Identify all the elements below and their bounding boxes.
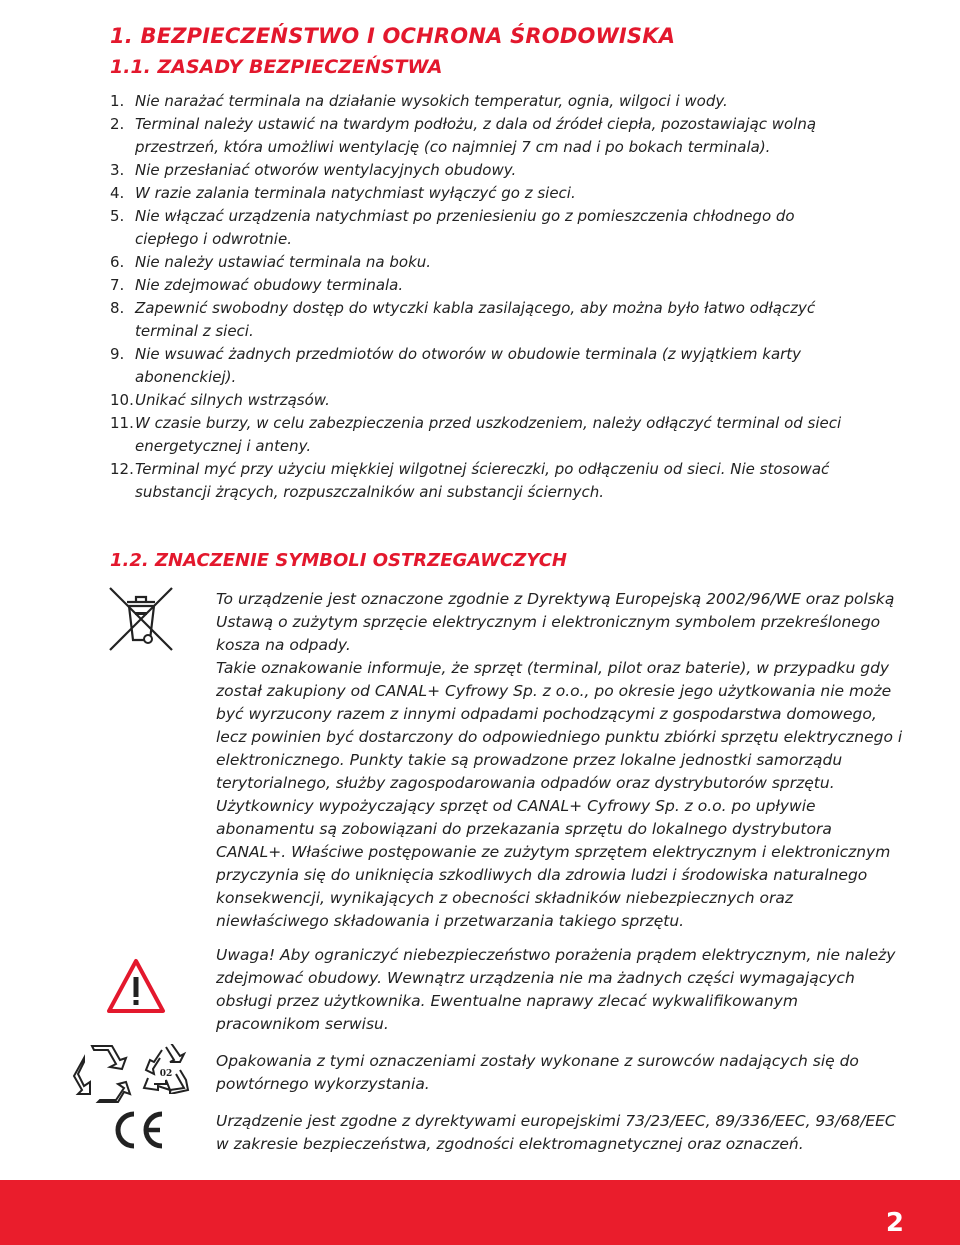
list-item: 11. W czasie burzy, w celu zabezpieczenia przed uszkodzeniem, należy odłączyć terminal od sieci energetycznej i anteny.: [110, 414, 842, 455]
section-heading: 1. BEZPIECZEŃSTWO I OCHRONA ŚRODOWISKA: [110, 24, 676, 48]
page-number: 2: [885, 1208, 904, 1238]
warning-info: [216, 944, 906, 1036]
warning-triangle-icon: [106, 958, 166, 1014]
ce-info: [216, 1110, 906, 1156]
footer-band: [0, 1180, 960, 1245]
list-item: 5. Nie włączać urządzenia natychmiast po przeniesieniu go z pomieszczenia chłodnego do ciepłego i odwrotnie.: [110, 207, 795, 248]
recycle-code-icon: [140, 1044, 192, 1094]
list-item: 7. Nie zdejmować obudowy terminala.: [110, 276, 404, 294]
ce-text: Urządzenie jest zgodne z dyrektywami europejskimi 73/23/EEC, 89/336/EEC, 93/68/EEC w zakresie bezpieczeństwa, zgodności elektromagnetycznej oraz oznaczeń.: [216, 1112, 896, 1153]
recycling-text: Opakowania z tymi oznaczeniami zostały wykonane z surowców nadających się do powtórnego wykorzystania.: [216, 1052, 859, 1093]
recycle-icon: [70, 1044, 132, 1104]
list-item: 12. Terminal myć przy użyciu miękkiej wilgotnej ściereczki, po odłączeniu od sieci. Nie stosować substancji żrących, rozpuszczalników ani substancji ściernych.: [110, 460, 830, 501]
recycling-info: [216, 1050, 906, 1096]
list-item: 1. Nie narażać terminala na działanie wysokich temperatur, ognia, wilgoci i wody.: [110, 92, 728, 110]
safety-rules-list: [110, 90, 850, 504]
crossed-bin-icon: [108, 586, 174, 652]
list-item: 4. W razie zalania terminala natychmiast wyłączyć go z sieci.: [110, 184, 576, 202]
subsection-heading-safety: 1.1. ZASADY BEZPIECZEŃSTWA: [110, 56, 443, 78]
list-item: 2. Terminal należy ustawić na twardym podłożu, z dala od źródeł ciepła, pozostawiając wolną przestrzeń, która umożliwi wentylację (co najmniej 7 cm nad i po bokach terminala).: [110, 115, 817, 156]
list-item: 9. Nie wsuwać żadnych przedmiotów do otworów w obudowie terminala (z wyjątkiem karty abonenckiej).: [110, 345, 802, 386]
subsection-heading-symbols: 1.2. ZNACZENIE SYMBOLI OSTRZEGAWCZYCH: [110, 550, 567, 571]
list-item: 8. Zapewnić swobodny dostęp do wtyczki kabla zasilającego, aby można było łatwo odłączyć terminal z sieci.: [110, 299, 816, 340]
list-item: 6. Nie należy ustawiać terminala na boku.: [110, 253, 432, 271]
ce-mark-icon: [108, 1110, 166, 1150]
weee-info: [216, 588, 906, 933]
recycle-code: 02: [159, 1069, 173, 1079]
weee-paragraph-1: To urządzenie jest oznaczone zgodnie z Dyrektywą Europejską 2002/96/WE oraz polską Ustawą o zużytym sprzęcie elektrycznym i elektronicznym symbolem przekreślonego kosza na odpady.: [216, 590, 895, 654]
list-item: 3. Nie przesłaniać otworów wentylacyjnych obudowy.: [110, 161, 517, 179]
warning-text: Uwaga! Aby ograniczyć niebezpieczeństwo porażenia prądem elektrycznym, nie należy zdejmować obudowy. Wewnątrz urządzenia nie ma żadnych części wymagających obsługi przez użytkownika. Ewentualne naprawy zlecać wykwalifikowanym pracownikom serwisu.: [216, 946, 896, 1033]
weee-paragraph-2: Takie oznakowanie informuje, że sprzęt (terminal, pilot oraz baterie), w przypadku gdy został zakupiony od CANAL+ Cyfrowy Sp. z o.o., po okresie jego użytkowania nie może być wyrzucony razem z innymi odpadami pochodzącymi z gospodarstwa domowego, lecz powinien być dostarczony do odpowiedniego punktu zbiórki sprzętu elektrycznego i elektronicznego. Punkty takie są prowadzone przez lokalne jednostki samorządu terytorialnego, służby zagospodarowania odpadów oraz dystrybutorów sprzętu. Użytkownicy wypożyczający sprzęt od CANAL+ Cyfrowy Sp. z o.o. po upływie abonamentu są zobowiązani do przekazania sprzętu do lokalnego dystrybutora CANAL+. Właściwe postępowanie ze zużytym sprzętem elektrycznym i elektronicznym przyczynia się do uniknięcia szkodliwych dla zdrowia ludzi i środowiska naturalnego konsekwencji, wynikających z obecności składników niebezpiecznych oraz niewłaściwego składowania i przetwarzania takiego sprzętu.: [216, 659, 903, 930]
list-item: 10. Unikać silnych wstrząsów.: [110, 391, 330, 409]
